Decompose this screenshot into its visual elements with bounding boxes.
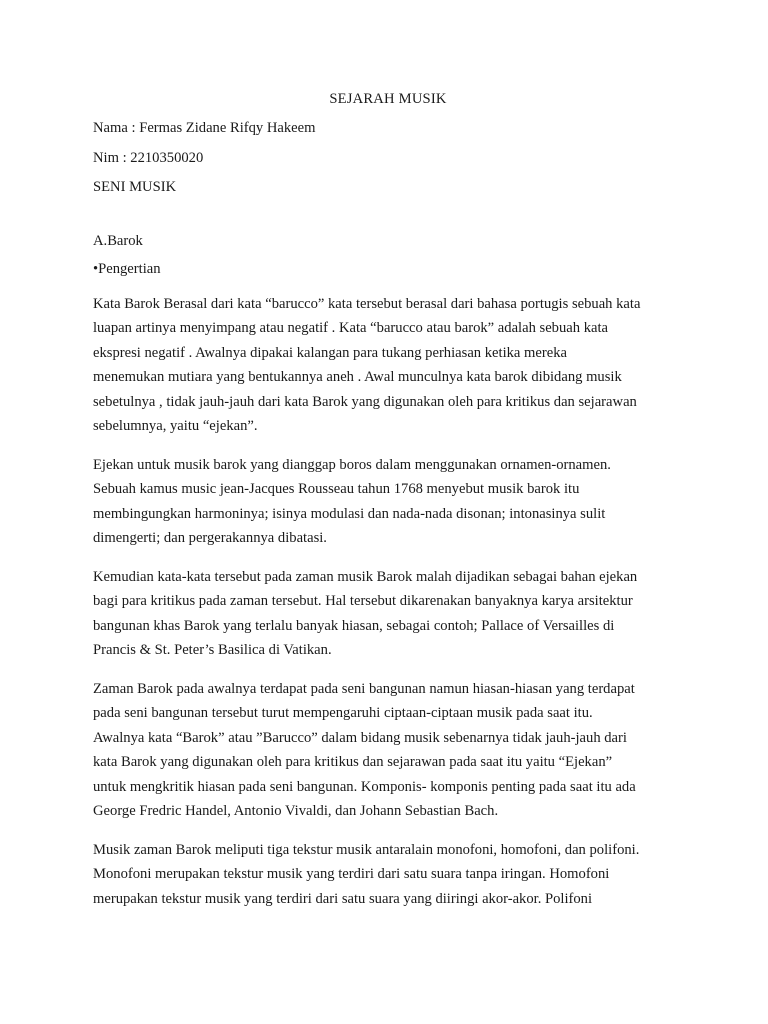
paragraph-line: dimengerti; dan pergerakannya dibatasi. (93, 530, 327, 547)
paragraph-line: Awalnya kata “Barok” atau ”Barucco” dalam bidang musik sebenarnya tidak jauh-jauh dari (93, 729, 627, 746)
paragraph-line: bagi para kritikus pada zaman tersebut. Hal tersebut dikarenakan banyaknya karya arsitektur (93, 593, 633, 610)
paragraph-line: ekspresi negatif . Awalnya dipakai kalangan para tukang perhiasan ketika mereka (93, 344, 567, 361)
document-body (93, 87, 683, 911)
paragraph-line: kata Barok yang digunakan oleh para kritikus dan sejarawan pada saat itu yaitu “Ejekan” (93, 754, 613, 771)
paragraph-line: sebetulnya , tidak jauh-jauh dari kata Barok yang digunakan oleh para kritikus dan sejarawan (93, 393, 637, 410)
paragraph-line: Kata Barok Berasal dari kata “barucco” kata tersebut berasal dari bahasa portugis sebuah kata (93, 295, 641, 312)
paragraph-line: sebelumnya, yaitu “ejekan”. (93, 418, 258, 435)
paragraph-line: Prancis & St. Peter’s Basilica di Vatikan. (93, 642, 332, 659)
paragraph-line: Zaman Barok pada awalnya terdapat pada seni bangunan namun hiasan-hiasan yang terdapat (93, 680, 635, 697)
paragraph-line: merupakan tekstur musik yang terdiri dari satu suara yang diiringi akor-akor. Polifoni (93, 890, 593, 907)
subject-line: SENI MUSIK (93, 178, 177, 195)
student-id-line: Nim : 2210350020 (93, 149, 204, 166)
paragraph-5 (93, 838, 683, 912)
paragraph-line: menemukan mutiara yang bentukannya aneh . Awal munculnya kata barok dibidang musik (93, 369, 622, 386)
paragraph-line: Monofoni merupakan tekstur musik yang terdiri dari satu suara tanpa iringan. Homofoni (93, 866, 610, 883)
paragraph-line: Musik zaman Barok meliputi tiga tekstur musik antaralain monofoni, homofoni, dan polifoni. (93, 841, 640, 858)
paragraph-line: bangunan khas Barok yang terlalu banyak hiasan, sebagai contoh; Pallace of Versailles di (93, 617, 615, 634)
paragraph-4 (93, 677, 683, 824)
section-heading: A.Barok (93, 232, 143, 249)
paragraph-line: pada seni bangunan tersebut turut mempengaruhi ciptaan-ciptaan musik pada saat itu. (93, 705, 593, 722)
document-title: SEJARAH MUSIK (329, 91, 447, 107)
author-name-line: Nama : Fermas Zidane Rifqy Hakeem (93, 120, 316, 137)
paragraph-1 (93, 292, 683, 439)
paragraph-3 (93, 565, 683, 663)
paragraph-line: membingungkan harmoninya; isinya modulasi dan nada-nada disonan; intonasinya sulit (93, 505, 606, 522)
paragraph-line: luapan artinya menyimpang atau negatif . Kata “barucco atau barok” adalah sebuah kata (93, 320, 608, 337)
paragraph-line: Sebuah kamus music jean-Jacques Rousseau tahun 1768 menyebut musik barok itu (93, 481, 580, 498)
paragraph-2 (93, 453, 683, 551)
paragraph-line: Kemudian kata-kata tersebut pada zaman musik Barok malah dijadikan sebagai bahan ejekan (93, 568, 638, 585)
paragraph-line: George Fredric Handel, Antonio Vivaldi, dan Johann Sebastian Bach. (93, 803, 499, 820)
subsection-bullet: •Pengertian (93, 261, 161, 278)
paragraph-line: Ejekan untuk musik barok yang dianggap boros dalam menggunakan ornamen-ornamen. (93, 456, 611, 473)
paragraph-line: untuk mengkritik hiasan pada seni bangunan. Komponis- komponis penting pada saat itu ada (93, 778, 636, 795)
